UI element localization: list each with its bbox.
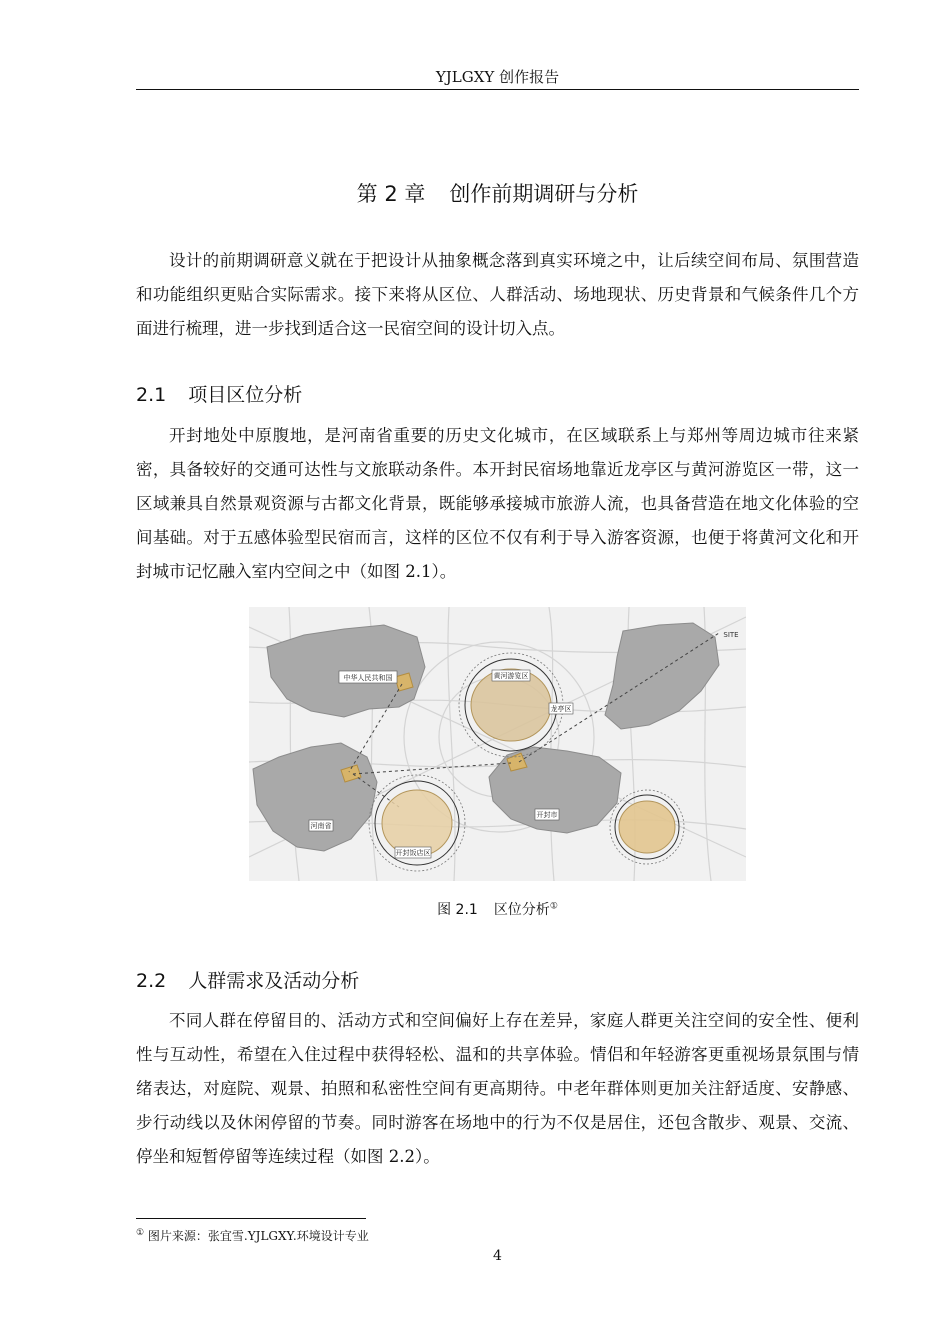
chapter-title: 创作前期调研与分析: [449, 182, 639, 206]
label-kaifeng-hotel: 开封饭店区: [395, 849, 431, 857]
section-heading-2-2: [136, 966, 359, 993]
label-kaifeng: 开封市: [536, 811, 558, 819]
section-2-2-paragraph: 不同人群在停留目的、活动方式和空间偏好上存在差异，家庭人群更关注空间的安全性、便利性与互动性，希望在入住过程中获得轻松、温和的共享体验。情侣和年轻游客更重视场景氛围与情绪表达，对庭院、观景、拍照和私密性空间有更高期待。中老年群体则更加关注舒适度、安静感、步行动线以及休闲停留的节奏。同时游客在场地中的行为不仅是居住，还包含散步、观景、交流、停坐和短暂停留等连续过程（如图 2.2）。: [136, 1011, 859, 1166]
intro-paragraph: 设计的前期调研意义就在于把设计从抽象概念落到真实环境之中，让后续空间布局、氛围营造和功能组织更贴合实际需求。接下来将从区位、人群活动、场地现状、历史背景和气候条件几个方面进行梳理，进一步找到适合这一民宿空间的设计切入点。: [136, 251, 859, 338]
section-heading-2-1: [136, 380, 302, 407]
label-yellow-river: 黄河游览区: [493, 672, 529, 680]
section-number: 2.1: [136, 384, 167, 406]
chapter-number: 第 2 章: [356, 182, 426, 206]
site-zone: [619, 801, 675, 853]
section-number: 2.2: [136, 970, 167, 992]
label-site: SITE: [723, 631, 739, 639]
footnote-rule: [136, 1218, 366, 1219]
figure-caption: [136, 899, 859, 919]
footnote-mark: ①: [136, 1228, 145, 1238]
label-henan: 河南省: [310, 822, 332, 830]
location-map: [249, 607, 746, 881]
header-rule: [136, 89, 859, 90]
page-number: 4: [493, 1248, 502, 1264]
footnote-text: 图片来源：张宜雪.YJLGXY.环境设计专业: [147, 1229, 369, 1243]
label-china: 中华人民共和国: [343, 674, 393, 682]
section-2-1-paragraph: 开封地处中原腹地，是河南省重要的历史文化城市，在区域联系上与郑州等周边城市往来紧密，具备较好的交通可达性与文旅联动条件。本开封民宿场地靠近龙亭区与黄河游览区一带，这一区域兼具自然景观资源与古都文化背景，既能够承接城市旅游人流，也具备营造在地文化体验的空间基础。对于五感体验型民宿而言，这样的区位不仅有利于导入游客资源，也便于将黄河文化和开封城市记忆融入室内空间之中（如图 2.1）。: [136, 426, 859, 581]
label-longting: 龙亭区: [550, 705, 572, 713]
kaifeng-hotel-zone: [382, 790, 452, 856]
section-title: 人群需求及活动分析: [188, 970, 360, 992]
running-header: YJLGXY 创作报告: [435, 68, 560, 86]
section-title: 项目区位分析: [188, 384, 303, 406]
chapter-heading: [136, 178, 859, 208]
figure-title: 区位分析: [493, 902, 550, 918]
footnote: [136, 1227, 369, 1244]
figure-number: 图 2.1: [437, 902, 478, 918]
location-analysis-figure: [249, 607, 746, 881]
caption-footnote-mark: ①: [549, 901, 558, 912]
